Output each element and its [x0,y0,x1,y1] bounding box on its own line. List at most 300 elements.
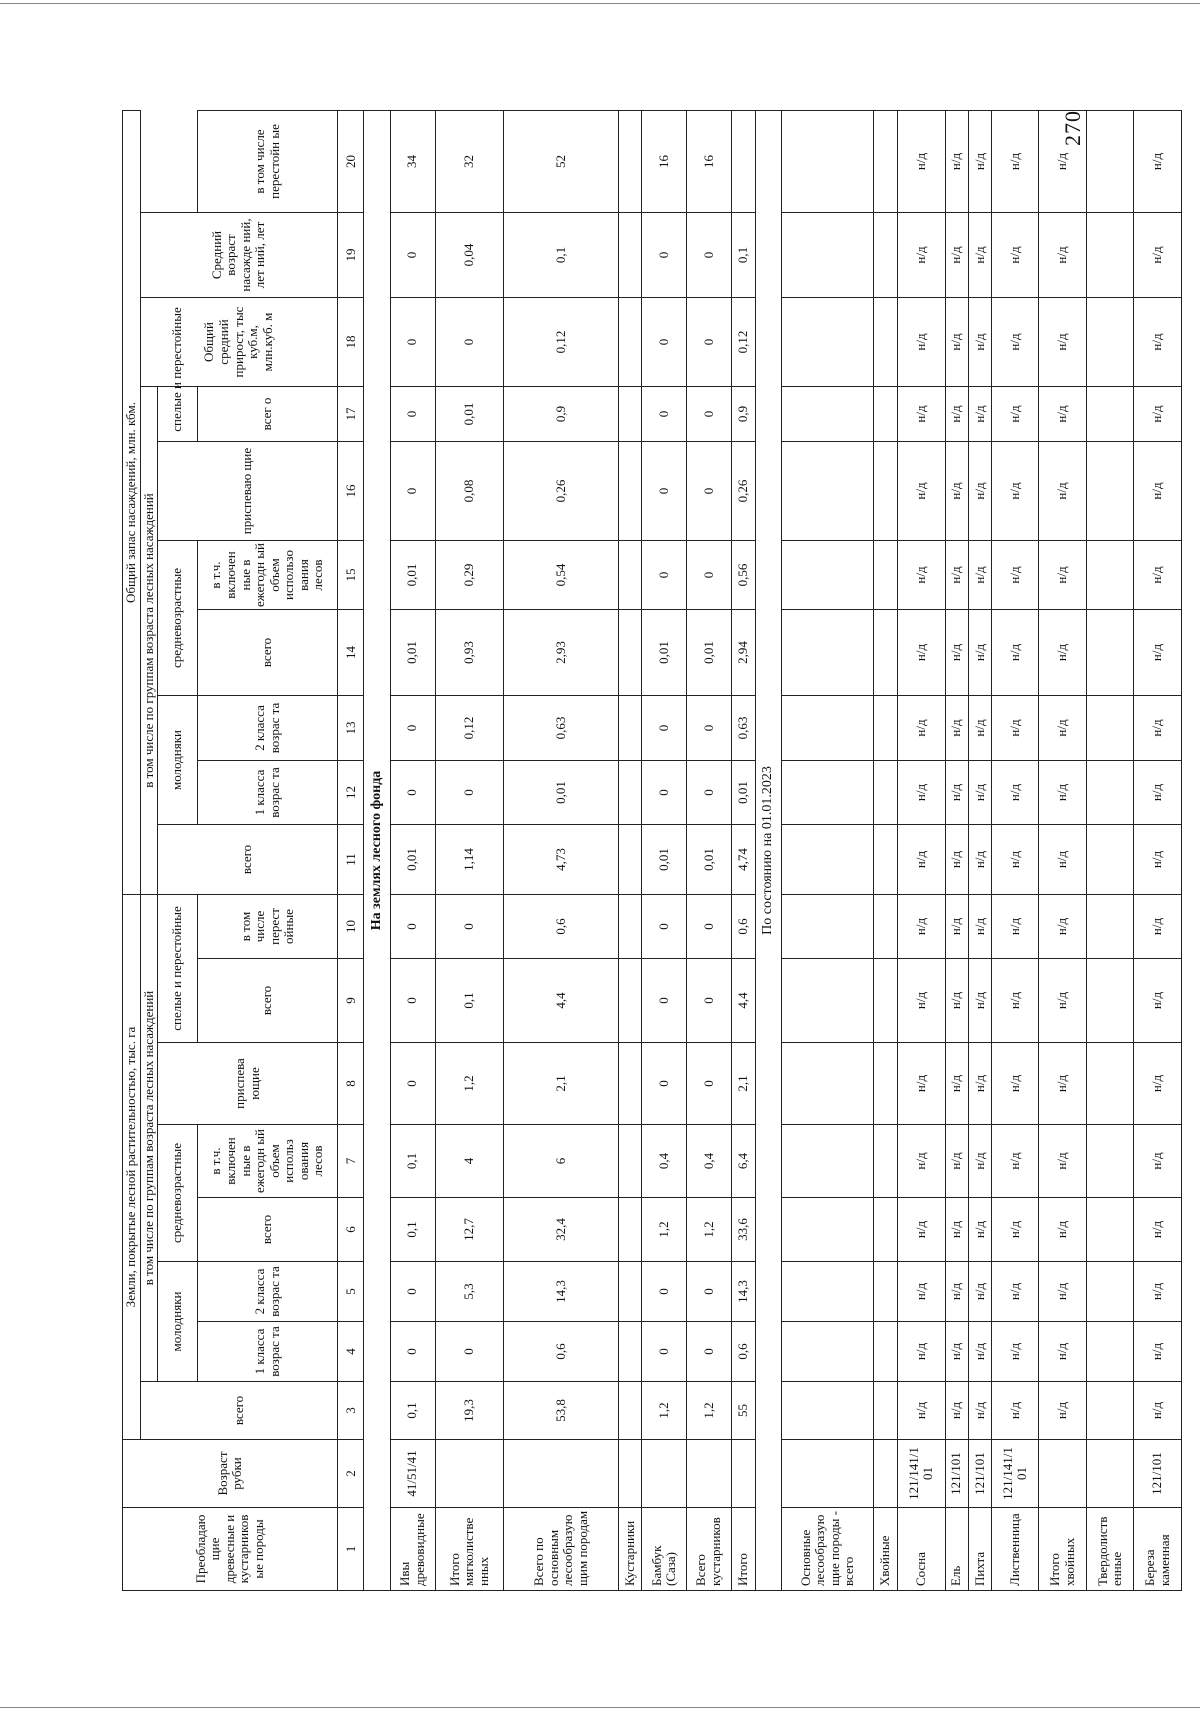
section-row [755,110,781,1590]
table-cell [874,387,898,442]
species-name-cell: Твердолиств енные [1086,1508,1133,1591]
column-number: 17 [338,387,364,442]
table-cell: н/д [1039,761,1086,825]
table-cell: н/д [991,825,1038,895]
table-row [435,110,504,1590]
table-cell: н/д [1039,959,1086,1043]
table-cell: н/д [1039,387,1086,442]
table-cell: н/д [991,1043,1038,1125]
table-cell: н/д [1039,1262,1086,1322]
table-cell: 121/101 [945,1440,968,1508]
table-cell: н/д [1134,110,1182,212]
table-cell: 0,6 [731,1322,755,1382]
table-cell [619,1198,642,1262]
table-cell: 33,6 [731,1198,755,1262]
table-cell [619,541,642,610]
table-cell [874,298,898,387]
table-cell: 0,01 [687,825,732,895]
table-cell [1086,298,1133,387]
column-number: 10 [338,895,364,959]
table-cell [874,825,898,895]
table-cell [1086,1382,1133,1440]
table-cell: 0,01 [390,825,435,895]
table-cell: 0 [642,298,687,387]
table-cell: 0 [687,1262,732,1322]
table-cell: н/д [1039,696,1086,761]
table-cell [619,110,642,212]
table-cell: н/д [898,1125,945,1198]
table-cell: 0 [390,213,435,298]
table-cell: 0 [435,761,504,825]
header-area-mature-total: всего [198,959,338,1043]
table-cell [782,541,874,610]
column-number: 4 [338,1322,364,1382]
table-cell [687,1440,732,1508]
table-cell: н/д [945,1043,968,1125]
table-cell: 0,4 [642,1125,687,1198]
table-cell [782,761,874,825]
table-cell [874,1382,898,1440]
column-number: 16 [338,442,364,541]
table-cell [1086,696,1133,761]
table-cell: 0 [687,541,732,610]
table-row [782,110,874,1590]
table-cell: н/д [945,387,968,442]
species-name-cell: Итого [731,1508,755,1591]
table-cell: 121/141/1 01 [898,1440,945,1508]
forest-fund-table-page [122,117,1182,1591]
table-row [687,110,732,1590]
table-cell: н/д [968,541,991,610]
table-cell [1039,1440,1086,1508]
table-cell [731,110,755,212]
table-cell [782,387,874,442]
table-cell: н/д [968,1043,991,1125]
species-name-cell: Ивы древовидные [390,1508,435,1591]
table-row [619,110,642,1590]
table-cell: н/д [898,1043,945,1125]
column-number: 7 [338,1125,364,1198]
table-cell: н/д [991,895,1038,959]
column-number-row [338,110,364,1590]
table-cell [1086,442,1133,541]
table-cell: 14,3 [504,1262,619,1322]
table-cell [1086,1440,1133,1508]
table-cell [874,110,898,212]
table-cell: 0 [687,895,732,959]
table-cell [782,959,874,1043]
table-cell: н/д [1134,610,1182,696]
table-cell [874,1440,898,1508]
table-cell: 4,4 [504,959,619,1043]
table-cell: 0,12 [435,696,504,761]
header-area-middle: средневозрастные [158,1125,198,1262]
table-cell [782,298,874,387]
table-cell: 0 [642,387,687,442]
table-cell [782,1382,874,1440]
table-cell: 0,29 [435,541,504,610]
table-cell: 0 [642,213,687,298]
table-cell [619,1322,642,1382]
table-cell: н/д [1039,1198,1086,1262]
table-cell: н/д [1039,610,1086,696]
table-cell: 0 [687,959,732,1043]
table-cell: 0,26 [504,442,619,541]
species-name-cell: Пихта [968,1508,991,1591]
table-cell: н/д [991,1262,1038,1322]
table-cell: н/д [945,541,968,610]
table-cell: 1,2 [687,1198,732,1262]
table-cell [619,761,642,825]
table-cell: н/д [945,1198,968,1262]
header-volume-group: Общий запас насаждений, млн. кбм. [123,110,141,894]
species-name-cell: Ель [945,1508,968,1591]
table-cell: 0 [390,895,435,959]
forest-stand-table [122,110,1182,1591]
table-cell: н/д [1039,110,1086,212]
header-area-class1: 1 класса возрас та [198,1322,338,1382]
table-cell [1086,1322,1133,1382]
table-cell: н/д [991,696,1038,761]
table-cell [874,442,898,541]
header-volume-class2: 2 класса возрас та [198,696,338,761]
table-cell: н/д [945,696,968,761]
table-cell: н/д [991,1125,1038,1198]
table-cell [782,1198,874,1262]
header-area-middle-total: всего [198,1198,338,1262]
column-number: 3 [338,1382,364,1440]
table-cell: н/д [945,1125,968,1198]
table-cell: 0,1 [731,213,755,298]
table-cell: н/д [945,1322,968,1382]
column-number: 8 [338,1043,364,1125]
section-row [364,110,390,1590]
header-volume-total: всего [158,825,338,895]
table-cell: 0 [390,387,435,442]
table-cell: н/д [898,1322,945,1382]
table-cell: н/д [898,696,945,761]
table-cell [874,610,898,696]
table-cell: н/д [898,895,945,959]
table-cell: н/д [968,1262,991,1322]
table-cell [619,213,642,298]
table-cell [1086,895,1133,959]
table-cell: н/д [1039,895,1086,959]
species-name-cell: Лиственница [991,1508,1038,1591]
table-cell: н/д [1134,825,1182,895]
table-cell [619,387,642,442]
table-cell: н/д [1039,213,1086,298]
header-area-mature: спелые и перестойные [158,895,198,1043]
table-cell: н/д [1039,442,1086,541]
header-volume-mature: спелые и перестойные [158,298,198,442]
table-cell: 0,1 [504,213,619,298]
table-cell: 0 [390,1262,435,1322]
table-row [898,110,945,1590]
table-row [1086,110,1133,1590]
table-cell: 16 [642,110,687,212]
table-cell: 0 [642,895,687,959]
species-name-cell: Всего по основным лесообразую щим породам [504,1508,619,1591]
table-cell: 0,1 [435,959,504,1043]
table-cell: н/д [1134,1043,1182,1125]
table-cell: н/д [945,895,968,959]
table-cell: 55 [731,1382,755,1440]
table-cell: 4,4 [731,959,755,1043]
table-cell: 0 [642,761,687,825]
header-avg-age: Средний возраст насажде ний, лет ний, лет [140,213,338,298]
table-cell: 121/101 [1134,1440,1182,1508]
table-cell: 5,3 [435,1262,504,1322]
table-cell: н/д [968,110,991,212]
table-cell: н/д [945,1382,968,1440]
table-cell [782,110,874,212]
table-cell: н/д [991,387,1038,442]
table-cell: н/д [968,610,991,696]
table-cell: н/д [898,825,945,895]
column-number: 20 [338,110,364,212]
table-cell: 0 [642,1043,687,1125]
table-cell: н/д [968,1322,991,1382]
column-number: 6 [338,1198,364,1262]
table-row [1134,110,1182,1590]
table-cell [619,1125,642,1198]
table-cell: н/д [968,696,991,761]
table-cell: 4,74 [731,825,755,895]
table-cell [619,1440,642,1508]
table-cell: н/д [991,1322,1038,1382]
table-cell: н/д [968,825,991,895]
table-cell: н/д [898,761,945,825]
header-volume-middle-incl: в т.ч. включен ные в ежегодн ый объем использо вания лесов [198,541,338,610]
table-cell [1086,1198,1133,1262]
table-cell: н/д [991,110,1038,212]
table-cell: 0,12 [731,298,755,387]
table-cell: н/д [991,1382,1038,1440]
header-volume-mature-incl: в том числе перестойн ые [198,110,338,212]
table-cell: 0 [435,1322,504,1382]
table-cell: 0 [390,761,435,825]
table-cell [874,895,898,959]
table-cell: н/д [1134,541,1182,610]
header-area-class2: 2 класса возрас та [198,1262,338,1322]
table-cell: 121/141/1 01 [991,1440,1038,1508]
table-cell: н/д [968,1125,991,1198]
species-name-cell: Хвойные [874,1508,898,1591]
table-cell: н/д [968,761,991,825]
table-cell: 0,01 [504,761,619,825]
table-cell: н/д [968,442,991,541]
table-cell: н/д [945,442,968,541]
table-cell [1086,761,1133,825]
table-cell: 4 [435,1125,504,1198]
table-cell: н/д [991,610,1038,696]
table-cell: 2,93 [504,610,619,696]
table-cell [1086,610,1133,696]
table-cell [504,1440,619,1508]
table-cell: 0,01 [390,541,435,610]
table-cell: 0,6 [504,1322,619,1382]
header-area-mature-incl: в том числе перест ойные [198,895,338,959]
table-cell [1086,959,1133,1043]
table-row [504,110,619,1590]
table-cell: н/д [1134,387,1182,442]
table-cell: 41/51/41 [390,1440,435,1508]
table-cell [782,1262,874,1322]
table-cell: 0,01 [687,610,732,696]
table-cell: 0 [390,959,435,1043]
table-cell: н/д [1134,696,1182,761]
species-name-cell: Итого мягколистве нных [435,1508,504,1591]
column-number: 19 [338,213,364,298]
table-cell: н/д [1039,1125,1086,1198]
table-cell [874,959,898,1043]
header-area-group: Земли, покрытые лесной растительностью, тыс. га [123,895,141,1440]
table-cell: 0 [390,696,435,761]
table-cell [1086,110,1133,212]
table-cell: 4,73 [504,825,619,895]
species-name-cell: Кустарники [619,1508,642,1591]
header-volume-young: молодняки [158,696,198,825]
table-cell: н/д [991,442,1038,541]
header-growth: Общий средний прирост, тыс куб.м, млн.куб. м [140,298,338,387]
table-cell: н/д [991,761,1038,825]
table-cell [619,1382,642,1440]
table-cell [874,1322,898,1382]
species-name-cell: Бамбук (Саза) [642,1508,687,1591]
table-cell: 0 [642,959,687,1043]
table-cell: 0,08 [435,442,504,541]
table-cell: 0 [687,442,732,541]
table-cell: н/д [1039,1322,1086,1382]
table-row [390,110,435,1590]
table-cell: 0 [687,761,732,825]
table-cell: н/д [1039,1043,1086,1125]
table-row [1039,110,1086,1590]
table-cell: 2,1 [731,1043,755,1125]
table-cell: н/д [991,541,1038,610]
table-cell: 0,4 [687,1125,732,1198]
header-area-premature: приспева ющие [158,1043,338,1125]
header-species: Преобладаю щие древесные и кустарников ые породы [123,1508,338,1591]
table-cell: н/д [898,110,945,212]
table-cell [619,610,642,696]
table-cell: 1,2 [642,1198,687,1262]
table-cell: 0 [435,298,504,387]
table-row [731,110,755,1590]
table-cell: 0,01 [435,387,504,442]
table-cell: н/д [968,213,991,298]
column-number: 9 [338,959,364,1043]
header-cutting-age: Возраст рубки [123,1440,338,1508]
species-name-cell: Основные лесообразую щие породы - всего [782,1508,874,1591]
table-cell [435,1440,504,1508]
table-cell: н/д [1134,1322,1182,1382]
table-cell: 0,63 [504,696,619,761]
table-cell: 0 [642,442,687,541]
table-cell: н/д [898,213,945,298]
table-cell: 0,1 [390,1382,435,1440]
table-cell: 0,01 [390,610,435,696]
table-cell: 1,2 [435,1043,504,1125]
table-cell: 0 [642,1262,687,1322]
table-cell: н/д [898,1198,945,1262]
section-title: По состоянию на 01.01.2023 [755,110,781,1590]
table-cell: 0 [687,213,732,298]
table-cell: н/д [945,213,968,298]
table-cell: 0,63 [731,696,755,761]
species-name-cell: Сосна [898,1508,945,1591]
header-volume-by-age: в том числе по группам возраста лесных насаждений [140,387,158,895]
table-cell: 0,1 [390,1198,435,1262]
table-cell: н/д [898,610,945,696]
table-cell: н/д [1134,959,1182,1043]
table-cell [619,696,642,761]
table-cell: 1,14 [435,825,504,895]
table-cell: н/д [1134,213,1182,298]
table-cell: 0,04 [435,213,504,298]
table-cell: н/д [1134,761,1182,825]
table-cell [874,1198,898,1262]
section-title: На землях лесного фонда [364,110,390,1590]
table-cell: 0 [390,1043,435,1125]
table-cell: н/д [968,895,991,959]
header-volume-middle: средневозрастные [158,541,198,696]
table-cell: 32,4 [504,1198,619,1262]
table-cell [874,213,898,298]
table-cell: н/д [945,610,968,696]
table-cell: 6,4 [731,1125,755,1198]
table-cell: н/д [1134,895,1182,959]
table-cell: 0,6 [731,895,755,959]
table-cell: 12,7 [435,1198,504,1262]
table-cell: н/д [991,298,1038,387]
table-cell: 0 [687,298,732,387]
table-cell: 0 [435,895,504,959]
table-body [338,110,1182,1590]
table-cell [782,213,874,298]
column-number: 13 [338,696,364,761]
table-cell: н/д [968,1382,991,1440]
scan-edge-top [0,3,1200,4]
table-row [945,110,968,1590]
table-cell: н/д [945,825,968,895]
table-cell: н/д [991,959,1038,1043]
table-row [874,110,898,1590]
table-cell [874,1043,898,1125]
table-cell: 0 [390,1322,435,1382]
table-cell [619,442,642,541]
table-cell [642,1440,687,1508]
table-cell: 14,3 [731,1262,755,1322]
table-cell [874,1262,898,1322]
table-cell [619,895,642,959]
table-cell [782,1322,874,1382]
table-cell: 52 [504,110,619,212]
column-number: 11 [338,825,364,895]
table-cell [782,1043,874,1125]
table-cell: 0,6 [504,895,619,959]
table-cell [782,825,874,895]
table-cell: н/д [1134,1382,1182,1440]
table-cell: н/д [1039,825,1086,895]
page-number: 270 [1060,110,1085,146]
table-cell: 0 [390,298,435,387]
table-cell: н/д [945,761,968,825]
table-cell: н/д [991,1198,1038,1262]
table-cell: 0,01 [642,610,687,696]
table-cell: н/д [991,213,1038,298]
